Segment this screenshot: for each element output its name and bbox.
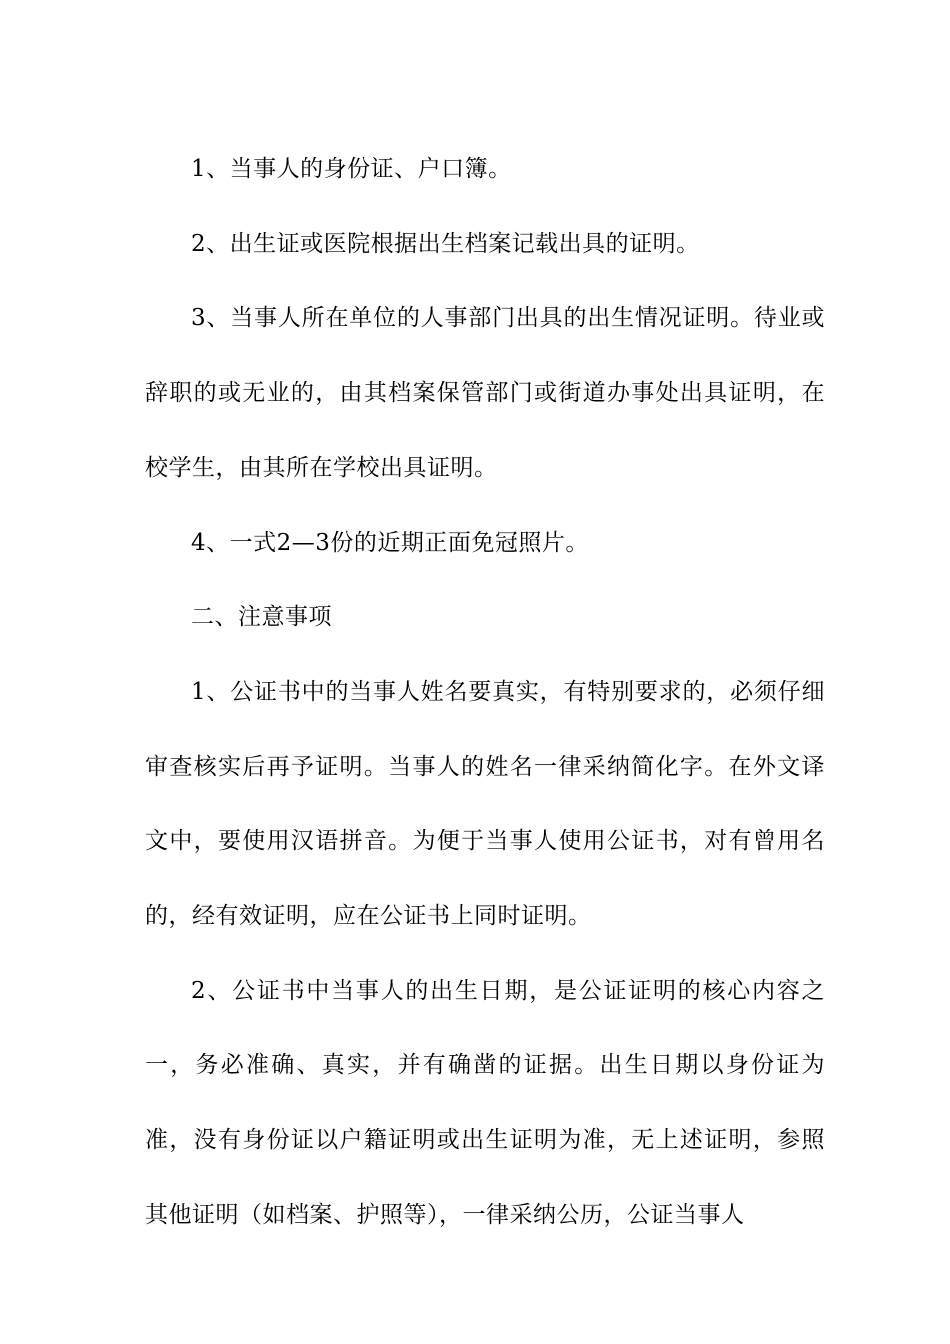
paragraph-item-4-photos: 4、一式2—3份的近期正面免冠照片。 bbox=[191, 529, 589, 556]
paragraph-note-2-birth-date: 2、公证书中当事人的出生日期，是公证证明的核心内容之一，务必准确、真实，并有确凿的证据。出生日期以身份证为准，没有身份证以户籍证明或出生证明为准，无上述证明，参照其他证明（如档案、护照等），一律采纳公历，公证当事人 bbox=[145, 977, 825, 1228]
paragraph-item-2-birth-certificate: 2、出生证或医院根据出生档案记载出具的证明。 bbox=[191, 230, 700, 257]
paragraph-item-3-employer-proof: 3、当事人所在单位的人事部门出具的出生情况证明。待业或辞职的或无业的，由其档案保管部门或街道办事处出具证明，在校学生，由其所在学校出具证明。 bbox=[145, 305, 825, 481]
paragraph-item-1-id-documents: 1、当事人的身份证、户口簿。 bbox=[191, 156, 512, 182]
document-page bbox=[145, 132, 825, 1253]
section-heading-notes: 二、注意事项 bbox=[191, 604, 332, 631]
paragraph-note-1-name: 1、公证书中的当事人姓名要真实，有特别要求的，必须仔细审查核实后再予证明。当事人的姓名一律采纳简化字。在外文译文中，要使用汉语拼音。为便于当事人使用公证书，对有曾用名的，经有效证明，应在公证书上同时证明。 bbox=[145, 678, 825, 930]
